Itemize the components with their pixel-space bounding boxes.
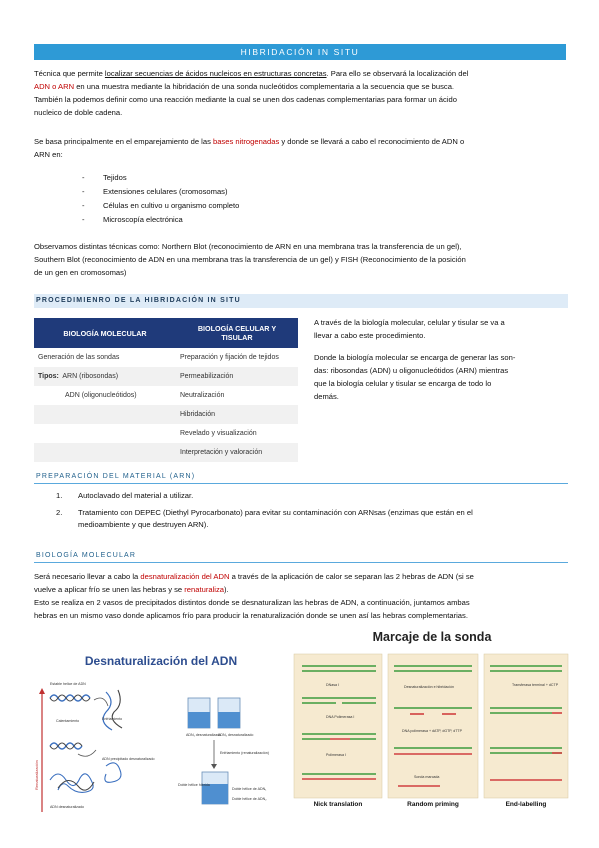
intro-text: y donde se llevará a cabo el reconocimiento de ADN o — [279, 137, 465, 146]
list-item: - Tejidos — [82, 171, 562, 185]
list-item-text: medioambiente y que destruyen ARN). — [78, 520, 209, 529]
diagram-label: ADN₁ desnaturalizado — [186, 733, 222, 737]
side-text: que la biología celular y tisular se encarga de todo lo — [314, 379, 492, 388]
diagram-label: Desnaturalización e hibridación — [404, 685, 454, 689]
figure-title: Marcaje de la sonda — [372, 630, 492, 644]
diagram-label: Doble hélice híbrida — [178, 783, 210, 787]
diagram-label: DNA Polimerasa I — [326, 715, 355, 719]
list-item: - Células en cultivo u organismo completo — [82, 199, 562, 213]
tangled-strand — [58, 780, 94, 790]
techniques-text: Observamos distintas técnicas como: Northern Blot (reconocimiento de ARN en una membrana tras la transferencia de un gel), — [34, 242, 462, 251]
highlight-bases: bases nitrogenadas — [212, 137, 280, 146]
diagram-label: ADN₂ desnaturalizado — [218, 733, 254, 737]
diagram-label: DNA polimerasa + dATP, dGTP, dTTP — [402, 729, 463, 733]
page-title: HIBRIDACIÓN IN SITU — [34, 44, 566, 60]
table-cell: Interpretación y valoración — [176, 443, 298, 462]
diagram-label: Transferasa terminal + dCTP — [512, 683, 559, 687]
diagram-label: ADN desnaturalizado — [50, 805, 84, 809]
process-arrow — [94, 698, 108, 706]
highlight-renat: renaturaliza — [184, 585, 224, 594]
figure-probe-labelling — [290, 628, 574, 828]
list-item-text: Tratamiento con DEPEC (Diethyl Pyrocarbonato) para evitar su contaminación con ARNsas (enzimas que están en el — [78, 507, 473, 517]
intro-text: en una muestra mediante la hibridación de una sonda nucleótidos complementaria a la secuencia que se busca. — [74, 82, 455, 91]
techniques-text: Southern Blot (reconocimiento de ADN en una membrana tras la transferencia de un gel) y FISH (Reconocimiento de la posición — [34, 255, 466, 264]
samples-list — [82, 171, 562, 227]
intro-text: También la podemos definir como una reacción mediante la cual se unen dos cadenas complementarias para formar un ácido — [34, 95, 457, 104]
arrow-head — [211, 764, 217, 769]
single-strand — [112, 690, 122, 728]
intro-text: Técnica que permite — [34, 69, 105, 78]
side-text: demás. — [314, 392, 339, 401]
list-item: 2. Tratamiento con DEPEC (Diethyl Pyrocarbonato) para evitar su contaminación con ARNsas (enzimas que están en el medioambiente y que destruyen ARN). — [56, 507, 473, 529]
panel-end-labelling — [484, 654, 568, 798]
procedure-side-text — [314, 316, 566, 403]
diagram-label: ADN precipitado desnaturalizado — [102, 757, 155, 761]
table-cell: Neutralización — [176, 386, 298, 405]
side-text: das: ribosondas (ADN) u oligonucleótidos (ARN) mientras — [314, 366, 509, 375]
list-item: - Extensiones celulares (cromosomas) — [82, 185, 562, 199]
figure-title: Desnaturalización del ADN — [84, 654, 238, 668]
beaker-liquid — [188, 712, 210, 728]
table-header: BIOLOGÍA MOLECULAR — [34, 318, 176, 348]
bio-text: Será necesario llevar a cabo la — [34, 572, 141, 581]
diagram-label: Estable helice de ADN — [50, 682, 86, 686]
beaker-liquid — [218, 712, 240, 728]
table-cell — [34, 443, 176, 462]
procedure-table — [34, 318, 298, 462]
probe-labelling-diagram — [290, 648, 574, 838]
side-text: llevar a cabo este procedimiento. — [314, 331, 426, 340]
diagram-label: Polimerasa I — [326, 753, 346, 757]
bio-text: ). — [223, 585, 229, 594]
side-text: A través de la biología molecular, celular y tisular se va a — [314, 318, 505, 327]
tangled-strand — [105, 763, 121, 783]
procedure-table-wrap — [34, 318, 298, 462]
section-heading-material: PREPARACIÓN DEL MATERIAL (ARN) — [34, 470, 568, 484]
side-text: Donde la biología molecular se encarga de generar las son- — [314, 353, 516, 362]
list-item: - Microscopía electrónica — [82, 213, 562, 227]
diagram-label: DNasa I — [326, 683, 339, 687]
figure-denaturation — [36, 640, 286, 810]
bio-text: Esto se realiza en 2 vasos de precipitados distintos donde se desnaturalizan las hebras de ADN, a continuación, juntamos ambas — [34, 598, 470, 607]
table-cell — [34, 386, 176, 405]
table-cell — [34, 424, 176, 443]
highlight-adn-arn: ADN o ARN — [34, 82, 75, 91]
section-heading-procedure: PROCEDIMIENRO DE LA HIBRIDACIÓN IN SITU — [34, 294, 568, 308]
diagram-label: Enfriamiento — [102, 717, 123, 721]
process-arrow — [78, 750, 96, 756]
table-cell: Permeabilización — [176, 367, 298, 386]
table-cell: Hibridación — [176, 405, 298, 424]
tipos-arn: ARN (ribosondas) — [62, 373, 119, 380]
diagram-label: Calentamiento — [56, 719, 80, 723]
intro-text: Se basa principalmente en el emparejamiento de las — [34, 137, 213, 146]
table-cell: Revelado y visualización — [176, 424, 298, 443]
panel-nick-translation — [294, 654, 382, 798]
techniques-text: de un gen en cromosomas) — [34, 268, 127, 277]
table-cell: Generación de las sondas — [34, 348, 176, 367]
intro-text: nucleico de doble cadena. — [34, 108, 123, 117]
list-item: 1. Autoclavado del material a utilizar. — [56, 491, 194, 500]
intro-paragraph-2 — [34, 135, 566, 161]
intro-text: ARN en: — [34, 150, 63, 159]
denaturation-diagram — [36, 670, 286, 820]
table-header: BIOLOGÍA CELULAR Y TISULAR — [176, 318, 298, 348]
list-item-text: Autoclavado del material a utilizar. — [78, 491, 194, 500]
single-strand — [103, 692, 112, 730]
caption-end-labelling: End-labelling — [505, 801, 547, 808]
bio-paragraph — [34, 570, 566, 622]
diagram-label: Doble hélice de ADN₁ — [232, 787, 267, 791]
diagram-label: Sonda marcada — [414, 775, 440, 779]
renaturalizacion-text: Renaturalización — [34, 760, 39, 790]
bio-text: vuelve a aplicar frío se unen las hebras y se — [34, 585, 185, 594]
bio-text: hebras en un mismo vaso donde aplicamos frío para producir la renaturalización donde se unen así las hebras complementarias. — [34, 611, 468, 620]
intro-paragraph — [34, 67, 566, 119]
bio-text: a través de la aplicación de calor se separan las 2 hebras de ADN (si se — [229, 572, 474, 581]
table-cell — [34, 405, 176, 424]
table-cell: Preparación y fijación de tejidos — [176, 348, 298, 367]
tipos-label: Tipos: — [38, 373, 59, 380]
diagram-label: Doble hélice de ADN₂ — [232, 797, 267, 801]
section-heading-bio: BIOLOGÍA MOLECULAR — [34, 549, 568, 563]
highlight-desnat: desnaturalización del ADN — [140, 572, 230, 581]
caption-nick-translation: Nick translation — [313, 801, 363, 808]
material-list — [56, 490, 566, 532]
table-cell — [34, 367, 176, 386]
caption-random-priming: Random priming — [407, 801, 459, 808]
diagram-label: Enfriamiento (renaturalización) — [220, 751, 269, 755]
helix-strand — [50, 743, 82, 749]
beaker-liquid — [202, 784, 228, 804]
intro-text: . Para ello se observará la localización del — [326, 69, 469, 78]
techniques-paragraph — [34, 240, 566, 279]
intro-underlined: localizar secuencias de ácidos nucleicos en estructuras concretas — [104, 69, 327, 78]
arrow-head — [39, 688, 45, 694]
table-cell-text: ADN (oligonucleótidos) — [65, 392, 137, 399]
